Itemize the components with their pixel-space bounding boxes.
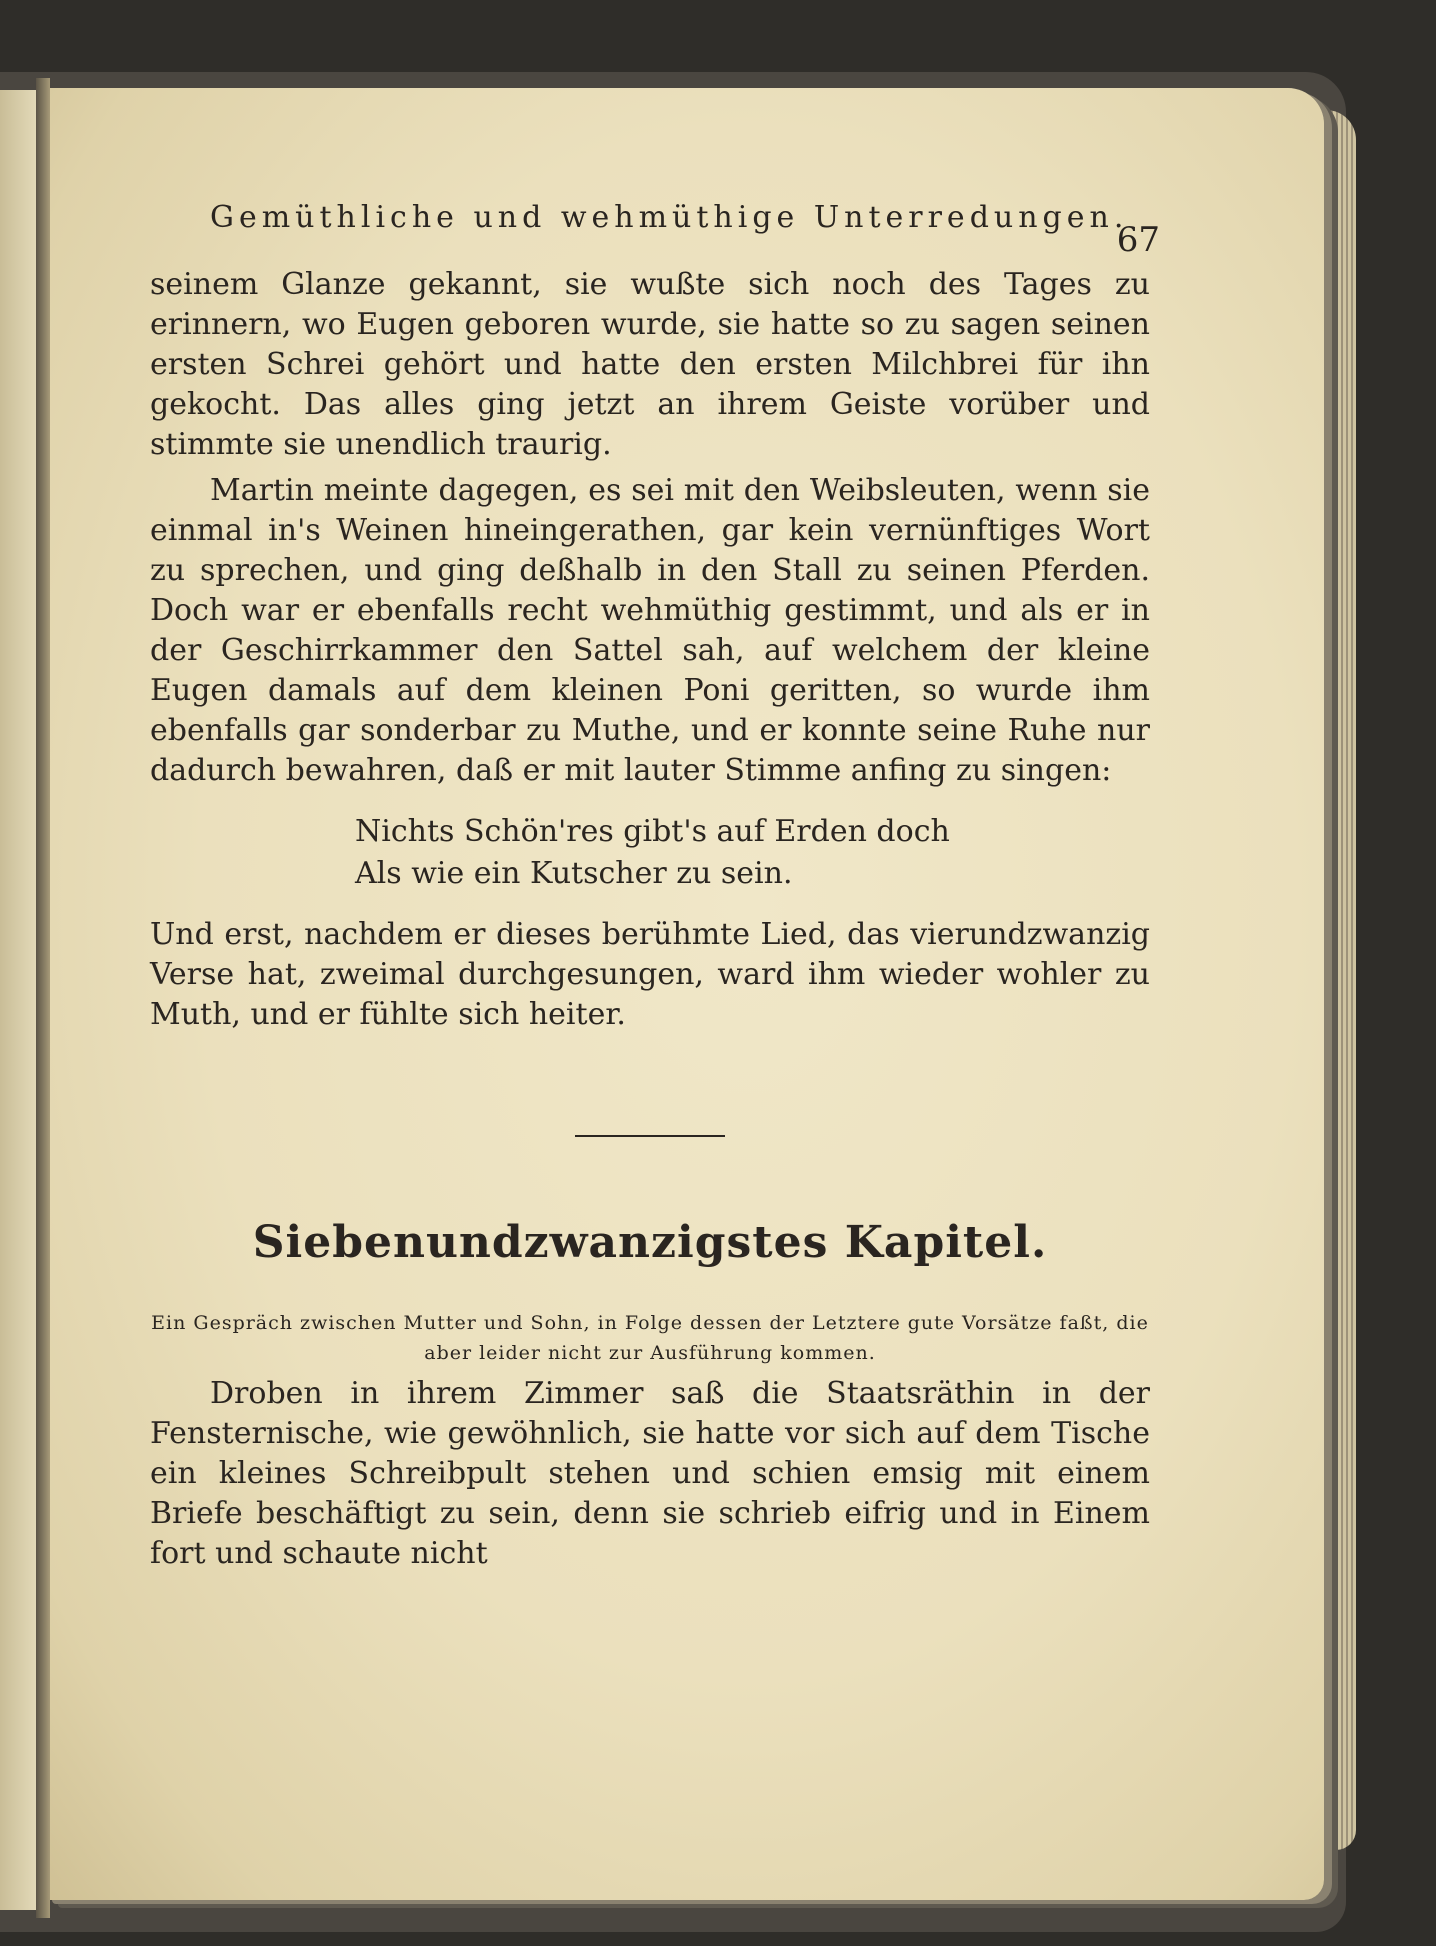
section-divider xyxy=(575,1135,725,1137)
page-number: 67 xyxy=(1116,220,1160,260)
page-content xyxy=(150,180,1160,1574)
book-gutter xyxy=(36,78,50,1918)
chapter-summary: Ein Gespräch zwischen Mutter und Sohn, in Folge dessen der Letztere gute Vorsätze faßt, die aber leider nicht zur Ausführung kommen. xyxy=(151,1312,1149,1364)
paragraph-1: seinem Glanze gekannt, sie wußte sich noch des Tages zu erinnern, wo Eugen geboren wurde, sie hatte so zu sagen seinen ersten Schrei gehört und hatte den ersten Milchbrei für ihn gekocht. Das alles ging jetzt an ihrem Geiste vorüber und stimmte sie unendlich traurig. xyxy=(150,267,1150,462)
verse-block xyxy=(355,811,1150,895)
chapter-title: Siebenundzwanzigstes Kapitel. xyxy=(252,1217,1048,1268)
previous-page-edge xyxy=(0,90,40,1910)
verse-line-2: Als wie ein Kutscher zu sein. xyxy=(355,856,793,891)
paragraph-2: Martin meinte dagegen, es sei mit den Weibsleuten, wenn sie einmal in's Weinen hineingerathen, gar kein vernünftiges Wort zu sprechen, und ging deßhalb in den Stall zu seinen Pferden. Doch war er ebenfalls recht wehmüthig gestimmt, und als er in der Geschirrkammer den Sattel sah, auf welchem der kleine Eugen damals auf dem kleinen Poni geritten, so wurde ihm ebenfalls gar sonderbar zu Muthe, und er konnte seine Ruhe nur dadurch bewahren, daß er mit lauter Stimme anfing zu singen: xyxy=(150,473,1150,788)
verse-line-1: Nichts Schön'res gibt's auf Erden doch xyxy=(355,814,950,849)
chapter-first-paragraph: Droben in ihrem Zimmer saß die Staatsräthin in der Fensternische, wie gewöhnlich, sie hatte vor sich auf dem Tische ein kleines Schreibpult stehen und schien emsig mit einem Briefe beschäftigt zu sein, denn sie schrieb eifrig und in Einem fort und schaute nicht xyxy=(150,1376,1150,1571)
paragraph-3: Und erst, nachdem er dieses berühmte Lied, das vierundzwanzig Verse hat, zweimal durchgesungen, ward ihm wieder wohler zu Muth, und er fühlte sich heiter. xyxy=(150,917,1150,1032)
page-header xyxy=(150,180,1160,260)
running-head: Gemüthliche und wehmüthige Unterredungen. xyxy=(210,200,1129,235)
